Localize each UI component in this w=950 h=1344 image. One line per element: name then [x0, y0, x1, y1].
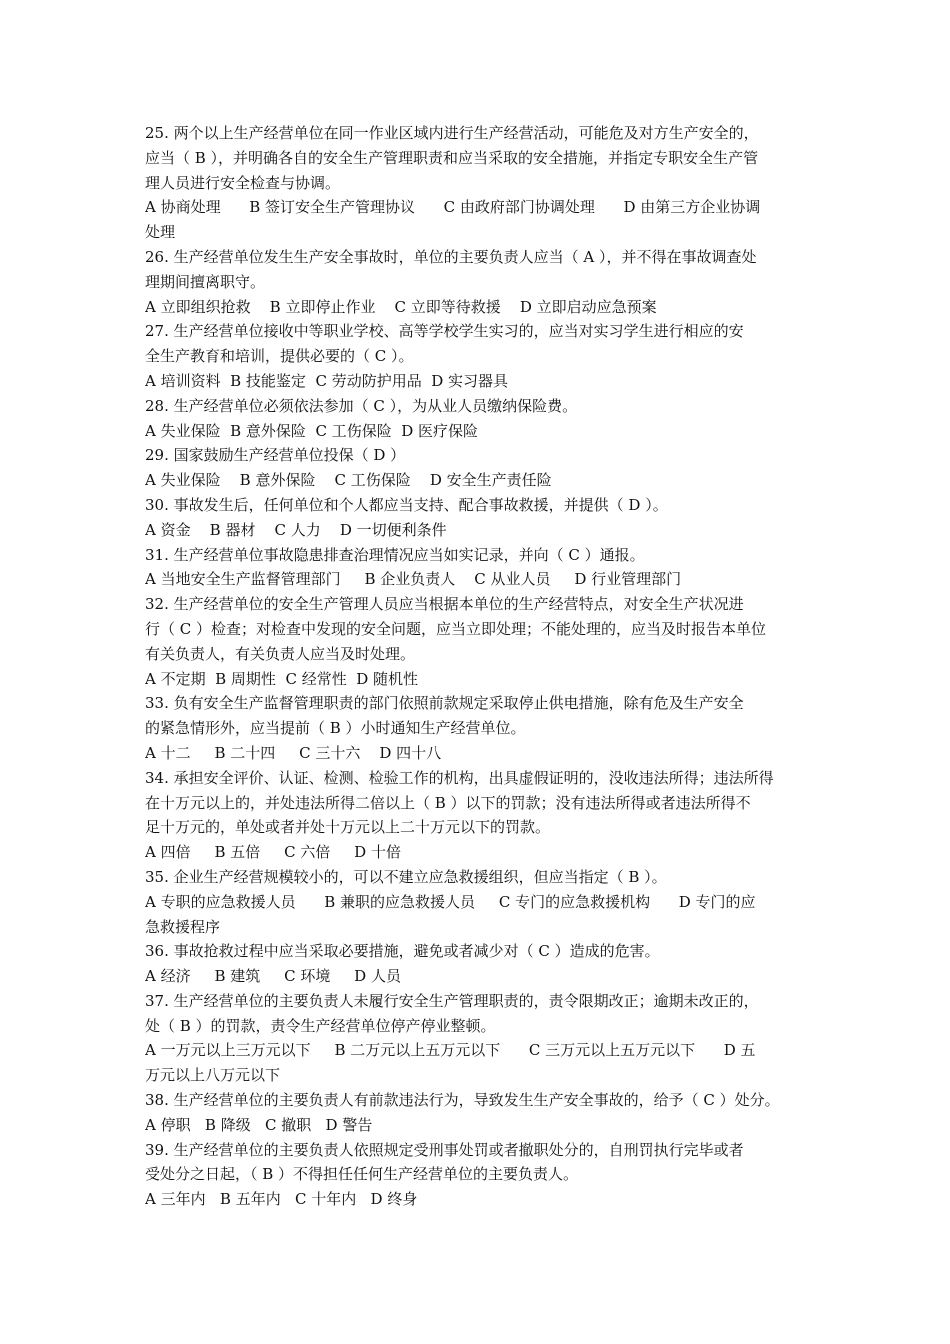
- text-line: 28. 生产经营单位必须依法参加（ C ），为从业人员缴纳保险费。: [145, 396, 578, 415]
- document-body: [145, 121, 817, 1212]
- text-line: 32. 生产经营单位的安全生产管理人员应当根据本单位的生产经营特点，对安全生产状况进: [145, 595, 744, 614]
- text-line: 理人员进行安全检查与协调。: [145, 173, 341, 192]
- text-line: 的紧急情形外，应当提前（ B ）小时通知生产经营单位。: [145, 719, 526, 738]
- text-line: A 失业保险 B 意外保险 C 工伤保险 D 医疗保险: [145, 421, 479, 440]
- text-line: 急救援程序: [145, 917, 221, 936]
- text-line: A 三年内 B 五年内 C 十年内 D 终身: [145, 1190, 418, 1209]
- text-line: 33. 负有安全生产监督管理职责的部门依照前款规定采取停止供电措施，除有危及生产安全: [145, 694, 744, 713]
- text-line: A 培训资料 B 技能鉴定 C 劳动防护用品 D 实习器具: [145, 371, 509, 390]
- text-line: 37. 生产经营单位的主要负责人未履行安全生产管理职责的，责令限期改正；逾期未改正的，: [145, 991, 759, 1010]
- text-line: A 不定期 B 周期性 C 经常性 D 随机性: [145, 669, 419, 688]
- text-line: 25. 两个以上生产经营单位在同一作业区域内进行生产经营活动，可能危及对方生产安全的，: [145, 124, 759, 142]
- text-line: 处理: [145, 223, 176, 242]
- text-line: 35. 企业生产经营规模较小的，可以不建立应急救援组织，但应当指定（ B ）。: [145, 867, 667, 886]
- text-line: 全生产教育和培训，提供必要的（ C ）。: [145, 347, 414, 366]
- text-line: 38. 生产经营单位的主要负责人有前款违法行为，导致发生生产安全事故的，给予（ C ）处分。: [145, 1091, 780, 1110]
- text-line: 27. 生产经营单位接收中等职业学校、高等学校学生实习的，应当对实习学生进行相应的安: [145, 322, 744, 341]
- text-line: 有关负责人，有关负责人应当及时处理。: [145, 644, 416, 663]
- text-line: 39. 生产经营单位的主要负责人依照规定受刑事处罚或者撤职处分的，自刑罚执行完毕或者: [145, 1140, 744, 1159]
- text-line: A 四倍 B 五倍 C 六倍 D 十倍: [145, 843, 401, 862]
- text-line: 在十万元以上的，并处违法所得二倍以上（ B ）以下的罚款；没有违法所得或者违法所得不: [145, 793, 751, 812]
- text-line: 足十万元的，单处或者并处十万元以上二十万元以下的罚款。: [145, 818, 551, 837]
- text-line: 处（ B ）的罚款，责令生产经营单位停产停业整顿。: [145, 1016, 496, 1035]
- text-line: 26. 生产经营单位发生生产安全事故时，单位的主要负责人应当（ A ），并不得在事故调查处: [145, 247, 757, 266]
- text-line: 29. 国家鼓励生产经营单位投保（ D ）: [145, 446, 406, 465]
- text-line: 30. 事故发生后，任何单位和个人都应当支持、配合事故救援，并提供（ D ）。: [145, 495, 668, 514]
- text-line: 应当（ B ），并明确各自的安全生产管理职责和应当采取的安全措施，并指定专职安全生产管: [145, 148, 759, 167]
- text-line: A 立即组织抢救 B 立即停止作业 C 立即等待救援 D 立即启动应急预案: [145, 297, 657, 316]
- text-line: A 经济 B 建筑 C 环境 D 人员: [145, 967, 401, 986]
- text-line: A 专职的应急救援人员 B 兼职的应急救援人员 C 专门的应急救援机构 D 专门的应: [145, 892, 756, 911]
- text-line: 万元以上八万元以下: [145, 1066, 281, 1085]
- text-line: 行（ C ）检查；对检查中发现的安全问题，应当立即处理；不能处理的，应当及时报告本单位: [145, 619, 767, 638]
- text-line: A 十二 B 二十四 C 三十六 D 四十八: [145, 743, 442, 762]
- text-line: A 一万元以上三万元以下 B 二万元以上五万元以下 C 三万元以上五万元以下 D 五: [145, 1041, 756, 1060]
- text-line: A 协商处理 B 签订安全生产管理协议 C 由政府部门协调处理 D 由第三方企业协调: [145, 198, 761, 217]
- text-line: 受处分之日起，（ B ）不得担任任何生产经营单位的主要负责人。: [145, 1165, 579, 1184]
- text-line: A 资金 B 器材 C 人力 D 一切便利条件: [145, 520, 447, 539]
- text-line: 理期间擅离职守。: [145, 272, 266, 291]
- text-line: 36. 事故抢救过程中应当采取必要措施，避免或者减少对（ C ）造成的危害。: [145, 942, 660, 961]
- text-line: 31. 生产经营单位事故隐患排查治理情况应当如实记录，并向（ C ）通报。: [145, 545, 645, 564]
- text-line: A 停职 B 降级 C 撤职 D 警告: [145, 1115, 373, 1134]
- text-line: A 失业保险 B 意外保险 C 工伤保险 D 安全生产责任险: [145, 471, 552, 490]
- text-line: 34. 承担安全评价、认证、检测、检验工作的机构，出具虚假证明的，没收违法所得；违法所得: [145, 768, 774, 787]
- text-line: A 当地安全生产监督管理部门 B 企业负责人 C 从业人员 D 行业管理部门: [145, 570, 682, 589]
